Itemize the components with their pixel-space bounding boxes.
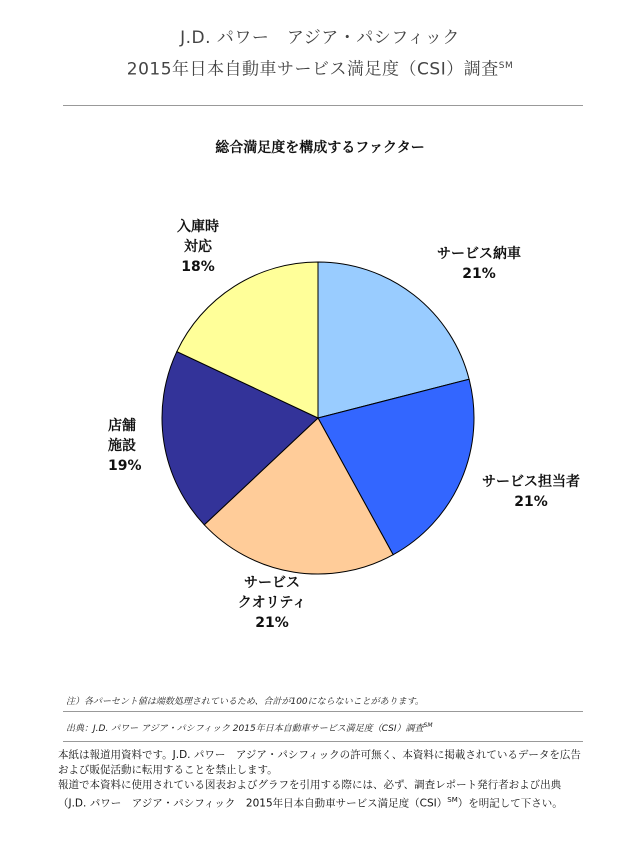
slice-label-4 bbox=[108, 416, 168, 476]
disclaimer-line-4 bbox=[58, 793, 608, 812]
slice-label-4-line-2: 施設 bbox=[108, 438, 136, 454]
rounding-note: 注）各パーセント値は端数処理されているため、合計が100にならないことがあります。 bbox=[66, 697, 424, 707]
slice-label-4-line-1: 店舗 bbox=[108, 418, 136, 434]
note-divider bbox=[63, 711, 583, 712]
slice-label-3-line-1: サービス bbox=[244, 575, 300, 591]
title-sm-mark: SM bbox=[498, 61, 514, 71]
chart-title: 総合満足度を構成するファクター bbox=[215, 140, 425, 156]
disclaimer-line-3: 報道で本資料に使用されている図表およびグラフを引用する際には、必ず、調査レポート発行者および出典 bbox=[58, 779, 562, 791]
slice-label-3-line-2: クオリティ bbox=[237, 595, 307, 611]
disclaimer bbox=[58, 748, 608, 812]
slice-label-3 bbox=[222, 573, 322, 633]
slice-value-3: 21% bbox=[255, 615, 289, 631]
slice-label-1-line-1: サービス納車 bbox=[437, 246, 521, 262]
disclaimer-line-1: 本紙は報道用資料です。J.D. パワー アジア・パシフィックの許可無く、本資料に掲載されているデータを広告 bbox=[58, 749, 581, 761]
slice-label-5-line-2: 対応 bbox=[184, 239, 212, 255]
slice-label-2 bbox=[476, 472, 586, 512]
slice-value-4: 19% bbox=[108, 458, 142, 474]
slice-value-1: 21% bbox=[462, 266, 496, 282]
slice-label-5-line-1: 入庫時 bbox=[177, 219, 219, 235]
title-line-2-text: 2015年日本自動車サービス満足度（CSI）調査 bbox=[126, 59, 499, 80]
source-divider bbox=[63, 741, 583, 742]
disclaimer-line-4-end: ）を明記して下さい。 bbox=[457, 797, 563, 810]
disclaimer-line-4-text: （J.D. パワー アジア・パシフィック 2015年日本自動車サービス満足度（CSI） bbox=[58, 797, 448, 810]
disclaimer-sm-mark: SM bbox=[447, 796, 458, 804]
source-sm-mark: SM bbox=[423, 722, 433, 729]
slice-label-5 bbox=[158, 217, 238, 277]
disclaimer-line-2: および販促活動に転用することを禁止します。 bbox=[58, 764, 278, 776]
slice-value-5: 18% bbox=[181, 259, 215, 275]
slice-value-2: 21% bbox=[514, 494, 548, 510]
source-note-text: 出典：J.D. パワー アジア・パシフィック 2015年日本自動車サービス満足度（CSI）調査 bbox=[66, 724, 424, 734]
title-line-1: J.D. パワー アジア・パシフィック bbox=[180, 28, 460, 48]
slice-label-2-line-1: サービス担当者 bbox=[482, 474, 580, 490]
slice-label-1 bbox=[424, 244, 534, 284]
source-note bbox=[66, 721, 433, 734]
